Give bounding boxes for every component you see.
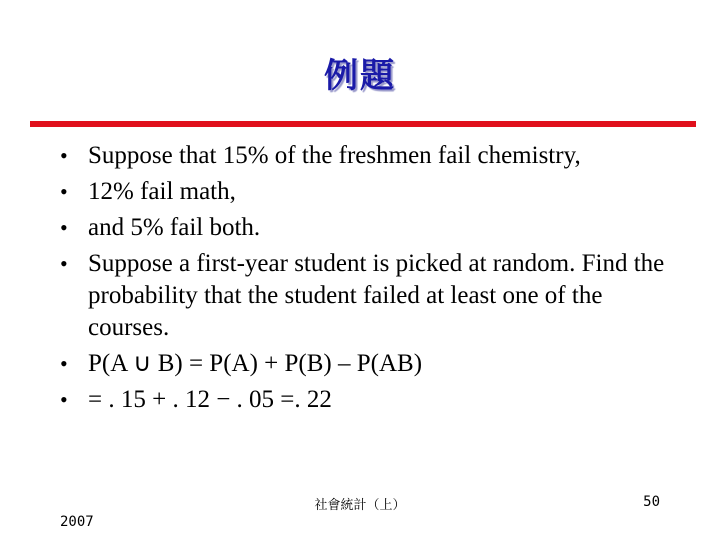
bullet-text: and 5% fail both. — [88, 214, 261, 241]
bullet-item-1 — [60, 140, 680, 172]
bullet-icon: • — [60, 215, 68, 240]
bullet-item-6 — [60, 384, 680, 416]
bullet-text: Suppose that 15% of the freshmen fail chemistry, — [88, 142, 581, 169]
footer-course-title: 社會統計（上） — [314, 498, 406, 513]
bullet-text: 12% fail math, — [88, 178, 236, 205]
slide-title: 例題 — [324, 56, 396, 96]
bullet-icon: • — [60, 387, 68, 412]
bullet-icon: • — [60, 143, 68, 168]
bullet-item-2 — [60, 176, 680, 208]
bullet-icon: • — [60, 179, 68, 204]
bullet-item-4 — [60, 248, 680, 344]
bullet-icon: • — [60, 351, 68, 376]
bullet-icon: • — [60, 251, 68, 276]
bullet-item-5 — [60, 348, 680, 380]
bullet-text: Suppose a first‑year student is picked at random. Find the probability that the student failed at least one of the courses. — [88, 250, 665, 341]
bullet-text: P(A ∪ B) = P(A) + P(B) – P(AB) — [88, 350, 423, 377]
footer-year: 2007 — [60, 514, 94, 530]
bullet-text: = . 15 + . 12 − . 05 =. 22 — [88, 386, 332, 413]
slide-page-number: 50 — [643, 494, 660, 510]
title-divider — [30, 121, 696, 127]
bullet-list — [60, 140, 680, 420]
bullet-item-3 — [60, 212, 680, 244]
